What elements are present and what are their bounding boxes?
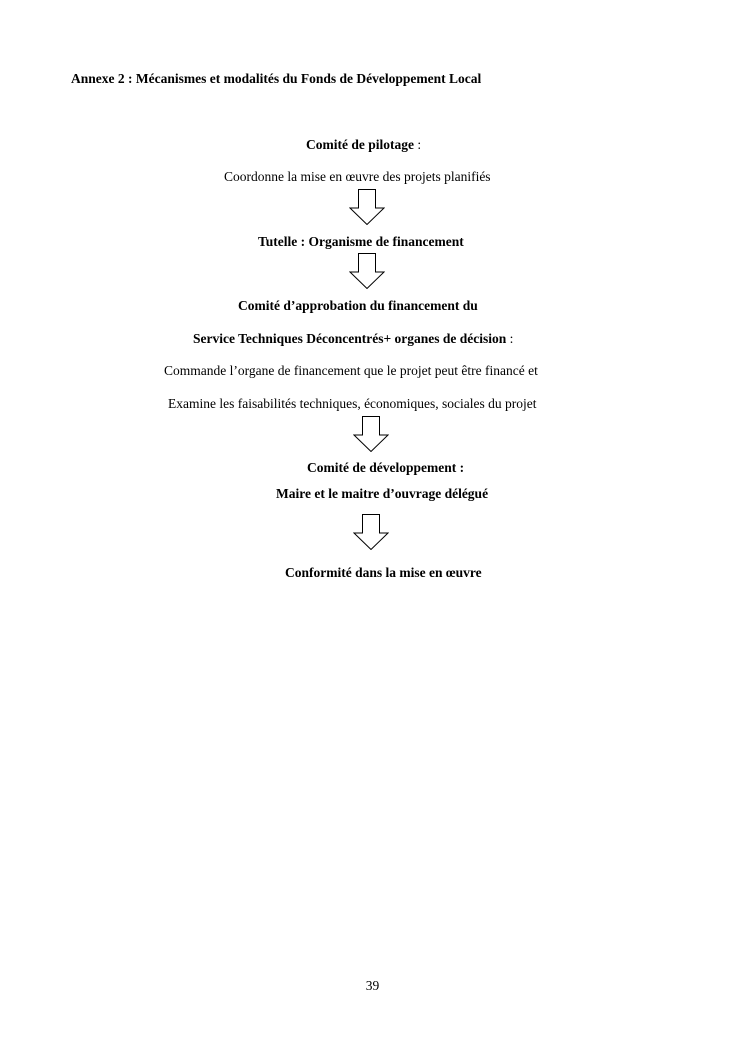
developpement-title: Comité de développement : (307, 460, 465, 475)
approbation-description-line1: Commande l’organe de financement que le projet peut être financé et (164, 363, 538, 378)
approbation-title-line2 (193, 330, 513, 348)
down-arrow-icon (353, 416, 389, 452)
developpement-subtitle: Maire et le maitre d’ouvrage délégué (276, 486, 489, 501)
page-number: 39 (365, 978, 380, 993)
pilotage-description: Coordonne la mise en œuvre des projets planifiés (224, 169, 491, 184)
approbation-title-line2-text: Service Techniques Déconcentrés+ organes de décision (193, 331, 507, 346)
down-arrow-icon (353, 514, 389, 550)
pilotage-title: Comité de pilotage (306, 137, 414, 152)
approbation-colon: : (506, 331, 514, 346)
approbation-description-line2: Examine les faisabilités techniques, économiques, sociales du projet (168, 396, 537, 411)
down-arrow-icon (349, 253, 385, 289)
page-heading: Annexe 2 : Mécanismes et modalités du Fonds de Développement Local (71, 71, 482, 86)
pilotage-colon: : (413, 137, 422, 152)
approbation-title-line1: Comité d’approbation du financement du (238, 298, 478, 313)
down-arrow-icon (349, 189, 385, 225)
conformite-title: Conformité dans la mise en œuvre (285, 565, 482, 580)
pilotage-title-line (306, 136, 421, 154)
tutelle-title: Tutelle : Organisme de financement (258, 234, 464, 249)
